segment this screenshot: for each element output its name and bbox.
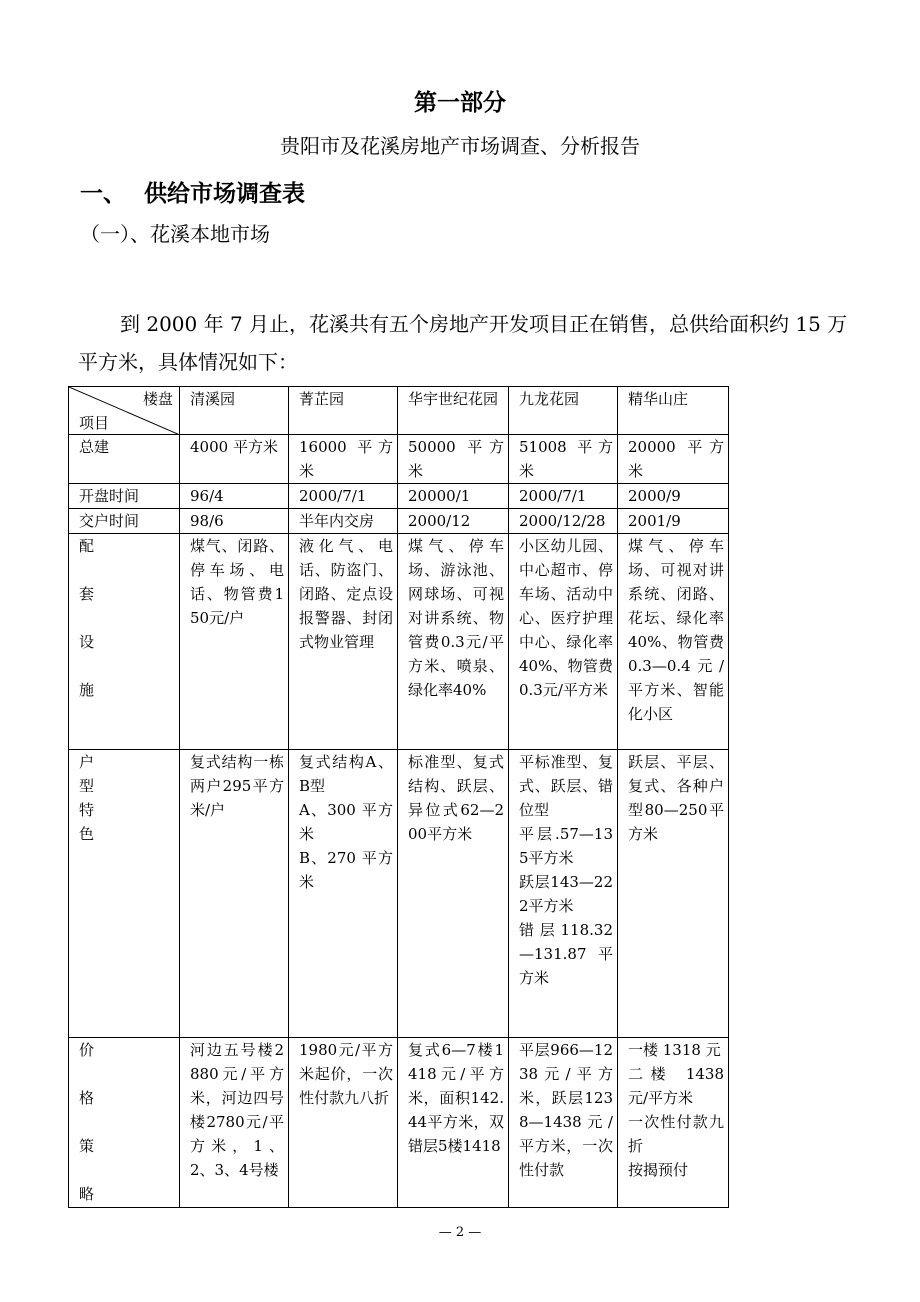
column-header: 清溪园 bbox=[180, 387, 289, 435]
table-cell: 跃层、平层、复式、各种户型80—250平方米 bbox=[618, 750, 729, 1038]
row-label-char: 色 bbox=[79, 825, 95, 843]
table-cell: 96/4 bbox=[180, 484, 289, 509]
cell-line: 跃层143—222平方米 bbox=[519, 873, 613, 915]
table-cell bbox=[618, 1038, 729, 1208]
table-cell: 2000/12/28 bbox=[509, 509, 618, 534]
part-title: 第一部分 bbox=[414, 89, 506, 116]
table-cell: 20000/1 bbox=[398, 484, 509, 509]
intro-paragraph: 到 2000 年 7 月止，花溪共有五个房地产开发项目正在销售，总供给面积约 15 万平方米，具体情况如下： bbox=[78, 312, 848, 374]
table-row bbox=[69, 1038, 729, 1208]
corner-bottom-label: 项目 bbox=[79, 414, 110, 432]
cell-line: 平层.57—135平方米 bbox=[519, 825, 613, 867]
table-cell: 小区幼儿园、中心超市、停车场、活动中心、医疗护理中心、绿化率40%、物管费0.3元/平方米 bbox=[509, 534, 618, 750]
supply-table bbox=[68, 386, 729, 1208]
table-cell: 51008 平方米 bbox=[509, 435, 618, 484]
table-cell bbox=[509, 750, 618, 1038]
row-label-char: 设 bbox=[79, 633, 95, 651]
table-cell: 2000/7/1 bbox=[289, 484, 398, 509]
section-number: 一、 bbox=[80, 180, 126, 207]
table-cell: 2001/9 bbox=[618, 509, 729, 534]
table-cell: 4000 平方米 bbox=[180, 435, 289, 484]
column-header: 华宇世纪花园 bbox=[398, 387, 509, 435]
row-label: 交户时间 bbox=[69, 509, 180, 534]
cell-line: 按揭预付 bbox=[628, 1161, 689, 1179]
section-heading bbox=[80, 175, 305, 208]
table-cell: 98/6 bbox=[180, 509, 289, 534]
row-label-char: 特 bbox=[79, 801, 95, 819]
table-header-row bbox=[69, 387, 729, 435]
table-cell: 平层966—1238元/平方米，跃层1238—1438元/平方米，一次性付款 bbox=[509, 1038, 618, 1208]
table-row bbox=[69, 435, 729, 484]
table-cell: 煤气、停车场、游泳池、网球场、可视对讲系统、物管费0.3元/平方米、喷泉、绿化率40% bbox=[398, 534, 509, 750]
cell-line: 平标准型、复式、跃层、错位型 bbox=[519, 753, 613, 819]
table-cell: 液化气、电话、防盗门、闭路、定点设报警器、封闭式物业管理 bbox=[289, 534, 398, 750]
subsection-heading: （一）、花溪本地市场 bbox=[80, 222, 270, 246]
cell-line: B、270 平方米 bbox=[299, 849, 393, 891]
table-cell: 河边五号楼2880元/平方米，河边四号楼2780元/平方米，1、2、3、4号楼 bbox=[180, 1038, 289, 1208]
table-cell: 煤气、闭路、停车场、电话、物管费150元/户 bbox=[180, 534, 289, 750]
column-header: 九龙花园 bbox=[509, 387, 618, 435]
row-label-char: 户 bbox=[79, 753, 95, 771]
table-row bbox=[69, 534, 729, 750]
row-label: 开盘时间 bbox=[69, 484, 180, 509]
cell-line: A、300 平方米 bbox=[299, 801, 393, 843]
row-label-char: 策 bbox=[79, 1137, 95, 1155]
column-header: 精华山庄 bbox=[618, 387, 729, 435]
row-label bbox=[69, 1038, 180, 1208]
row-label-char: 略 bbox=[79, 1185, 95, 1203]
row-label-char: 型 bbox=[79, 777, 95, 795]
table-cell: 半年内交房 bbox=[289, 509, 398, 534]
table-cell: 复式6—7楼1418元/平方米，面积142.44平方米，双错层5楼1418 bbox=[398, 1038, 509, 1208]
table-row bbox=[69, 750, 729, 1038]
report-title: 贵阳市及花溪房地产市场调查、分析报告 bbox=[280, 134, 640, 158]
row-label-char: 价 bbox=[79, 1041, 95, 1059]
section-title: 供给市场调查表 bbox=[144, 180, 305, 207]
cell-line: 错层118.32—131.87平方米 bbox=[519, 921, 613, 987]
table-cell: 2000/7/1 bbox=[509, 484, 618, 509]
row-label-char: 套 bbox=[79, 585, 95, 603]
row-label: 总建 bbox=[69, 435, 180, 484]
table-cell: 2000/9 bbox=[618, 484, 729, 509]
table-row bbox=[69, 484, 729, 509]
table-cell: 20000 平方米 bbox=[618, 435, 729, 484]
cell-line: 复式结构A、B型 bbox=[299, 753, 393, 795]
row-label bbox=[69, 534, 180, 750]
table-cell: 2000/12 bbox=[398, 509, 509, 534]
cell-line: 一楼 1318 元 bbox=[628, 1041, 721, 1059]
row-label-char: 施 bbox=[79, 681, 95, 699]
cell-line: 二楼 1438 元/平方米 bbox=[628, 1065, 724, 1107]
table-cell: 16000 平方米 bbox=[289, 435, 398, 484]
table-cell: 标准型、复式结构、跃层、异位式62—200平方米 bbox=[398, 750, 509, 1038]
table-cell: 煤气、停车场、可视对讲系统、闭路、花坛、绿化率40%、物管费0.3—0.4元/平方米、智能化小区 bbox=[618, 534, 729, 750]
table-cell bbox=[289, 750, 398, 1038]
corner-top-label: 楼盘 bbox=[142, 390, 173, 408]
row-label-char: 格 bbox=[79, 1089, 95, 1107]
cell-line: 一次性付款九折 bbox=[628, 1113, 724, 1155]
table-row bbox=[69, 509, 729, 534]
table-cell: 1980元/平方米起价，一次性付款九八折 bbox=[289, 1038, 398, 1208]
table-cell: 复式结构一栋两户295平方米/户 bbox=[180, 750, 289, 1038]
corner-header-cell bbox=[69, 387, 180, 435]
column-header: 菁芷园 bbox=[289, 387, 398, 435]
row-label-char: 配 bbox=[79, 537, 95, 555]
table-cell: 50000 平方米 bbox=[398, 435, 509, 484]
page-number: — 2 — bbox=[438, 1225, 482, 1240]
row-label bbox=[69, 750, 180, 1038]
